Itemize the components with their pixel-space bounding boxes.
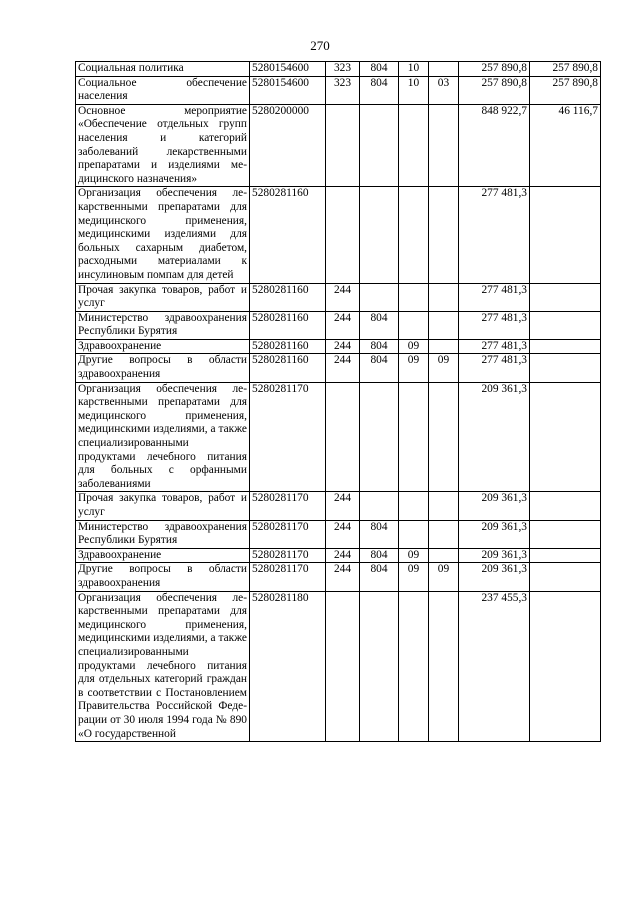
ministry-code-cell [360, 104, 399, 187]
table-row [76, 311, 601, 339]
row-name-cell: Другие вопросы в области здравоохранения [76, 354, 250, 382]
section-cell [399, 187, 429, 283]
row-name-cell: Прочая закупка товаров, работ и услуг [76, 283, 250, 311]
section-cell: 10 [399, 76, 429, 104]
subsection-cell: 09 [429, 563, 459, 591]
subsection-cell [429, 548, 459, 563]
target-code-cell: 5280281160 [250, 339, 326, 354]
target-code-cell: 5280281160 [250, 187, 326, 283]
amount-1-cell: 277 481,3 [459, 354, 530, 382]
ministry-code-cell: 804 [360, 339, 399, 354]
amount-1-cell: 209 361,3 [459, 520, 530, 548]
section-cell [399, 283, 429, 311]
ministry-code-cell [360, 492, 399, 520]
amount-1-cell: 257 890,8 [459, 62, 530, 77]
ministry-code-cell [360, 283, 399, 311]
expense-type-cell [326, 382, 360, 492]
row-name-cell: Социальное обеспечение населения [76, 76, 250, 104]
expense-type-cell: 244 [326, 354, 360, 382]
amount-2-cell [530, 311, 601, 339]
amount-1-cell: 209 361,3 [459, 492, 530, 520]
target-code-cell: 5280281170 [250, 548, 326, 563]
expense-type-cell: 244 [326, 548, 360, 563]
expense-type-cell: 323 [326, 76, 360, 104]
row-name-cell: Здравоохранение [76, 339, 250, 354]
target-code-cell: 5280154600 [250, 76, 326, 104]
row-name-cell: Здравоохранение [76, 548, 250, 563]
subsection-cell [429, 492, 459, 520]
section-cell: 09 [399, 339, 429, 354]
amount-2-cell [530, 354, 601, 382]
section-cell [399, 591, 429, 742]
target-code-cell: 5280281160 [250, 311, 326, 339]
page-number: 270 [310, 38, 330, 53]
ministry-code-cell: 804 [360, 520, 399, 548]
table-row [76, 283, 601, 311]
expense-type-cell: 244 [326, 563, 360, 591]
expense-type-cell [326, 104, 360, 187]
amount-2-cell: 257 890,8 [530, 76, 601, 104]
amount-2-cell [530, 492, 601, 520]
amount-1-cell: 237 455,3 [459, 591, 530, 742]
ministry-code-cell: 804 [360, 563, 399, 591]
ministry-code-cell: 804 [360, 62, 399, 77]
ministry-code-cell: 804 [360, 548, 399, 563]
amount-2-cell [530, 339, 601, 354]
target-code-cell: 5280200000 [250, 104, 326, 187]
amount-2-cell [530, 187, 601, 283]
subsection-cell [429, 591, 459, 742]
expense-type-cell [326, 591, 360, 742]
subsection-cell [429, 382, 459, 492]
expense-type-cell: 323 [326, 62, 360, 77]
section-cell [399, 520, 429, 548]
expense-type-cell: 244 [326, 339, 360, 354]
table-row [76, 563, 601, 591]
expense-type-cell [326, 187, 360, 283]
budget-table [75, 61, 601, 742]
expense-type-cell: 244 [326, 311, 360, 339]
target-code-cell: 5280281160 [250, 354, 326, 382]
amount-2-cell: 257 890,8 [530, 62, 601, 77]
row-name-cell: Министерство здравоохранения Республики Бурятия [76, 311, 250, 339]
amount-2-cell [530, 520, 601, 548]
row-name-cell: Основное мероприятие «Обеспечение отдельных групп населения и категорий заболеваний лекарственными препаратами и изделиями медицинского назначения» [76, 104, 250, 187]
section-cell [399, 382, 429, 492]
amount-1-cell: 277 481,3 [459, 311, 530, 339]
table-row [76, 492, 601, 520]
amount-1-cell: 848 922,7 [459, 104, 530, 187]
ministry-code-cell: 804 [360, 311, 399, 339]
expense-type-cell: 244 [326, 283, 360, 311]
target-code-cell: 5280281170 [250, 520, 326, 548]
amount-1-cell: 209 361,3 [459, 563, 530, 591]
ministry-code-cell [360, 382, 399, 492]
table-row [76, 548, 601, 563]
subsection-cell [429, 520, 459, 548]
amount-2-cell: 46 116,7 [530, 104, 601, 187]
section-cell [399, 492, 429, 520]
section-cell: 09 [399, 563, 429, 591]
expense-type-cell: 244 [326, 520, 360, 548]
row-name-cell: Социальная политика [76, 62, 250, 77]
amount-1-cell: 277 481,3 [459, 283, 530, 311]
subsection-cell [429, 311, 459, 339]
subsection-cell: 09 [429, 354, 459, 382]
target-code-cell: 5280281180 [250, 591, 326, 742]
subsection-cell [429, 339, 459, 354]
subsection-cell [429, 187, 459, 283]
amount-2-cell [530, 283, 601, 311]
subsection-cell: 03 [429, 76, 459, 104]
amount-1-cell: 209 361,3 [459, 382, 530, 492]
amount-2-cell [530, 591, 601, 742]
section-cell: 10 [399, 62, 429, 77]
target-code-cell: 5280281170 [250, 382, 326, 492]
table-row [76, 187, 601, 283]
row-name-cell: Организация обеспечения лекарственными препаратами для медицинского применения, медицинскими изделиями, а также специализированными продуктами лечебного питания для больных с орфанными заболеваниями [76, 382, 250, 492]
ministry-code-cell: 804 [360, 76, 399, 104]
section-cell [399, 104, 429, 187]
target-code-cell: 5280281160 [250, 283, 326, 311]
table-row [76, 76, 601, 104]
amount-1-cell: 257 890,8 [459, 76, 530, 104]
amount-2-cell [530, 382, 601, 492]
table-row [76, 520, 601, 548]
table-row [76, 339, 601, 354]
table-row [76, 62, 601, 77]
amount-1-cell: 277 481,3 [459, 339, 530, 354]
amount-2-cell [530, 548, 601, 563]
amount-1-cell: 277 481,3 [459, 187, 530, 283]
section-cell: 09 [399, 548, 429, 563]
amount-1-cell: 209 361,3 [459, 548, 530, 563]
budget-table-body [76, 62, 601, 742]
target-code-cell: 5280281170 [250, 492, 326, 520]
table-row [76, 382, 601, 492]
ministry-code-cell: 804 [360, 354, 399, 382]
subsection-cell [429, 62, 459, 77]
row-name-cell: Организация обеспечения лекарственными препаратами для медицинского применения, медицинскими изделиями для больных сахарным диабетом, расходными материалами к инсулиновым помпам для детей [76, 187, 250, 283]
subsection-cell [429, 104, 459, 187]
row-name-cell: Министерство здравоохранения Республики Бурятия [76, 520, 250, 548]
subsection-cell [429, 283, 459, 311]
table-row [76, 354, 601, 382]
expense-type-cell: 244 [326, 492, 360, 520]
row-name-cell: Организация обеспечения лекарственными препаратами для медицинского применения, медицинскими изделиями, а также специализированными продуктами лечебного питания для отдельных категорий граждан в соответствии с Постановлением Правительства Российской Федерации от 30 июля 1994 года № 890 «О государственной [76, 591, 250, 742]
ministry-code-cell [360, 187, 399, 283]
table-row [76, 104, 601, 187]
table-row [76, 591, 601, 742]
amount-2-cell [530, 563, 601, 591]
target-code-cell: 5280154600 [250, 62, 326, 77]
target-code-cell: 5280281170 [250, 563, 326, 591]
section-cell: 09 [399, 354, 429, 382]
row-name-cell: Другие вопросы в области здравоохранения [76, 563, 250, 591]
section-cell [399, 311, 429, 339]
ministry-code-cell [360, 591, 399, 742]
row-name-cell: Прочая закупка товаров, работ и услуг [76, 492, 250, 520]
